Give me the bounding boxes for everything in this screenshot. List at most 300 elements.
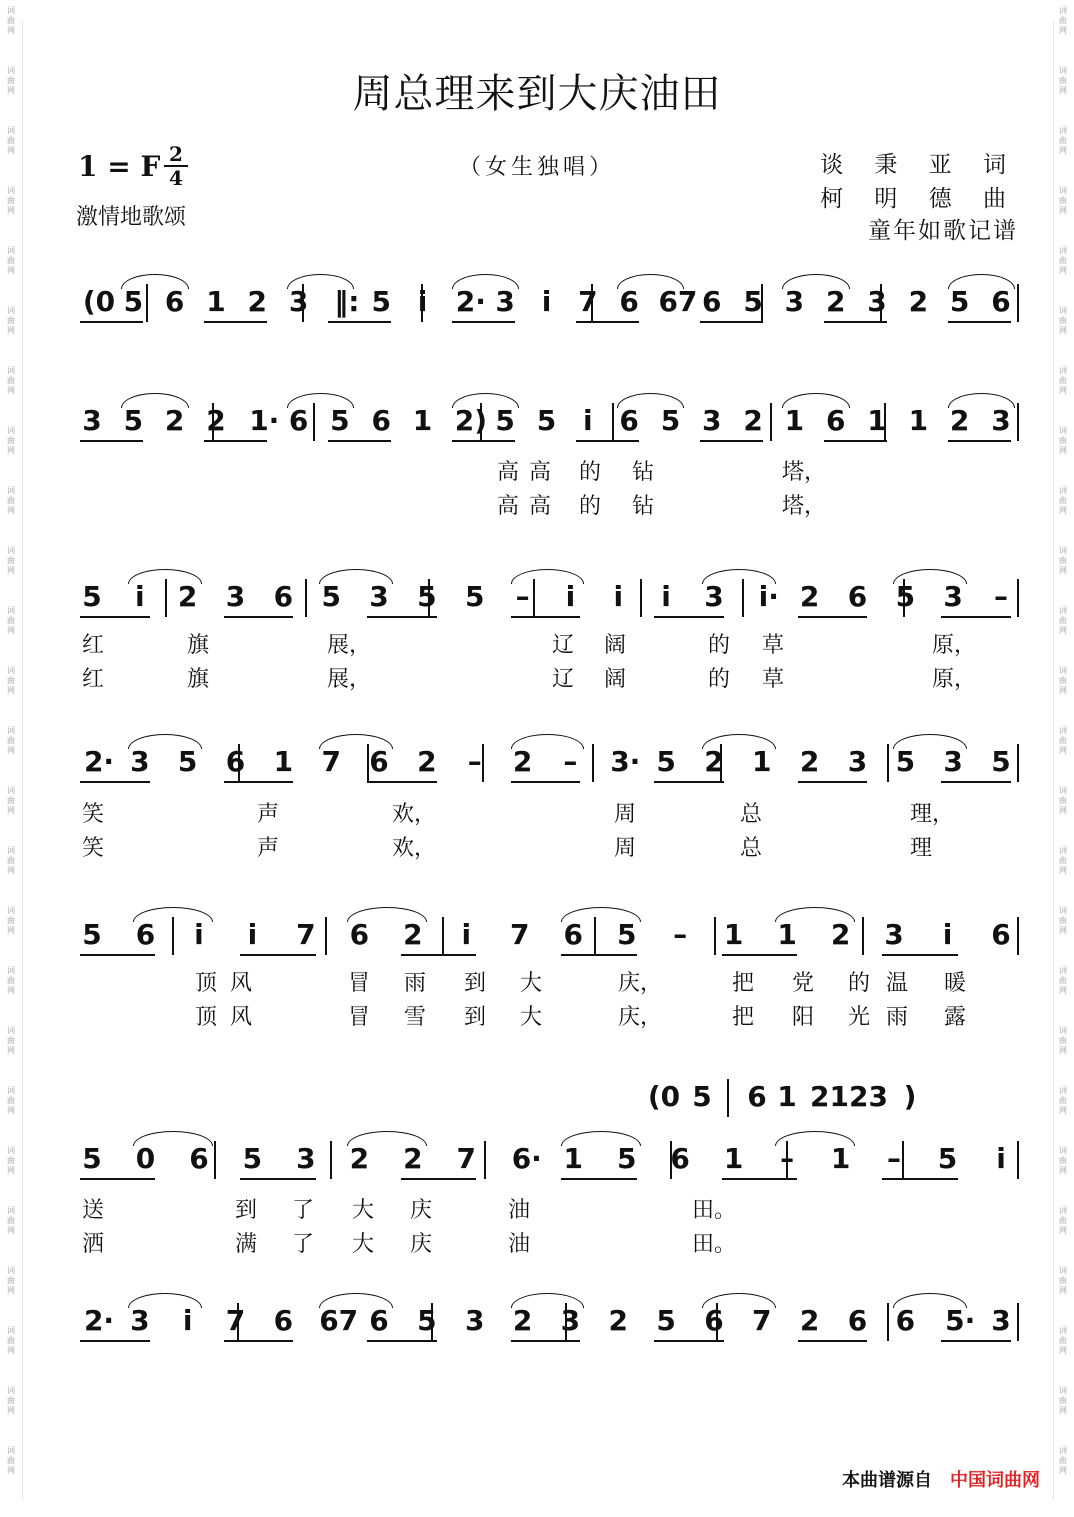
watermark-char: 词: [1059, 846, 1067, 855]
jianpu-note: 2: [164, 404, 185, 437]
beam-underline: [328, 321, 391, 323]
watermark-char: 词: [7, 606, 15, 615]
barline: [330, 1141, 332, 1179]
watermark-char: 曲: [1059, 376, 1067, 385]
watermark-char: 曲: [1059, 1096, 1067, 1105]
jianpu-note: 1: [723, 1142, 744, 1175]
jianpu-note: i: [182, 1304, 193, 1337]
watermark-char: 曲: [7, 556, 15, 565]
watermark-char: 网: [1059, 986, 1067, 995]
composer-credit: 柯 明 德 曲: [820, 186, 1018, 212]
jianpu-note: 2: [403, 918, 423, 951]
watermark-char: 词: [1059, 1446, 1067, 1455]
beam-underline: [561, 1178, 636, 1180]
lyric-verse-2: 理: [910, 836, 933, 861]
watermark-char: 网: [1059, 926, 1067, 935]
watermark-char: 曲: [7, 856, 15, 865]
jianpu-note: 1: [723, 918, 744, 951]
jianpu-note: 1: [908, 404, 929, 437]
jianpu-note: 7: [752, 1304, 772, 1337]
jianpu-note: 3: [943, 745, 963, 778]
jianpu-note: 2·: [455, 285, 486, 318]
barline: [727, 1079, 729, 1117]
beam-underline: [80, 954, 155, 956]
jianpu-note: 5: [660, 404, 681, 437]
watermark-char: 网: [7, 626, 15, 635]
jianpu-note: 5: [895, 745, 916, 778]
watermark-char: 词: [1059, 66, 1067, 75]
watermark-char: 词: [7, 426, 15, 435]
jianpu-note: i: [613, 580, 624, 613]
watermark-char: 曲: [1059, 316, 1067, 325]
lyric-verse-2: 辽: [552, 667, 575, 692]
watermark-char: 词: [7, 966, 15, 975]
jianpu-note: 7: [321, 745, 341, 778]
jianpu-note: 2: [608, 1304, 628, 1337]
watermark-char: 网: [1059, 566, 1067, 575]
lyric-verse-1: 田。: [692, 1198, 737, 1223]
watermark-char: 词: [7, 486, 15, 495]
watermark-char: 网: [1059, 806, 1067, 815]
lyric-verse-1: 大: [520, 971, 543, 996]
barline: [742, 579, 744, 617]
watermark-char: 词: [1059, 486, 1067, 495]
watermark-char: 网: [1059, 1226, 1067, 1235]
jianpu-note: 5: [991, 745, 1011, 778]
lyric-verse-1: 送: [82, 1198, 105, 1223]
watermark-char: 网: [1059, 506, 1067, 515]
jianpu-note: 5: [123, 404, 144, 437]
jianpu-note: 2: [403, 1142, 423, 1175]
beam-underline: [824, 321, 887, 323]
jianpu-note: 2): [454, 404, 487, 437]
watermark-char: 网: [1059, 746, 1067, 755]
transcriber-credit: 童年如歌记谱: [868, 218, 1018, 244]
watermark-char: 曲: [1059, 976, 1067, 985]
lyric-verse-2: 大: [520, 1005, 543, 1030]
watermark-char: 词: [1059, 726, 1067, 735]
jianpu-note: 1: [830, 1142, 851, 1175]
lyric-verse-2: 满: [235, 1232, 258, 1257]
barline: [146, 284, 148, 322]
jianpu-note: 1: [563, 1142, 583, 1175]
lyric-verse-2: 油: [508, 1232, 531, 1257]
jianpu-note: 1: [206, 285, 226, 318]
watermark-char: 曲: [7, 1396, 15, 1405]
watermark-char: 词: [1059, 126, 1067, 135]
watermark-char: 曲: [7, 76, 15, 85]
beam-underline: [224, 1340, 294, 1342]
watermark-char: 曲: [7, 1096, 15, 1105]
jianpu-note: 5: [937, 1142, 958, 1175]
interlude-note: (0: [647, 1080, 681, 1113]
lyric-verse-1: 笑: [82, 802, 105, 827]
beam-underline: [224, 781, 294, 783]
jianpu-note: 6: [135, 918, 156, 951]
jianpu-note: 5: [321, 580, 341, 613]
watermark-char: 网: [7, 206, 15, 215]
beam-underline: [511, 781, 581, 783]
lyric-verse-1: 暖: [944, 971, 967, 996]
tempo-marking: 激情地歌颂: [76, 205, 187, 230]
jianpu-note: 5: [417, 580, 437, 613]
lyric-verse-1: 阔: [604, 633, 627, 658]
watermark-char: 网: [7, 326, 15, 335]
barline: [770, 403, 772, 441]
jianpu-note: 3: [884, 918, 904, 951]
lyric-verse-1: 把: [732, 971, 755, 996]
performance-subtitle: （女生独唱）: [458, 155, 615, 180]
watermark-char: 曲: [1059, 196, 1067, 205]
beam-underline: [798, 781, 868, 783]
jianpu-note: 2·: [83, 745, 115, 778]
barline: [313, 403, 315, 441]
lyric-verse-1: 塔，: [782, 460, 827, 485]
barline: [1017, 579, 1019, 617]
watermark-char: 网: [1059, 626, 1067, 635]
lyric-verse-2: 旗: [187, 667, 210, 692]
jianpu-note: 2: [247, 285, 267, 318]
beam-underline: [824, 440, 887, 442]
beam-underline: [882, 1178, 957, 1180]
time-signature-bottom: 4: [169, 166, 183, 190]
jianpu-note: 5: [82, 918, 102, 951]
watermark-char: 网: [7, 866, 15, 875]
lyric-verse-2: 雪: [404, 1005, 427, 1030]
watermark-char: 网: [1059, 1346, 1067, 1355]
watermark-char: 词: [7, 1206, 15, 1215]
jianpu-note: 3·: [610, 745, 641, 778]
lyric-verse-1: 油: [508, 1198, 531, 1223]
beam-underline: [941, 616, 1011, 618]
watermark-char: 曲: [7, 1156, 15, 1165]
jianpu-note: i: [661, 580, 671, 613]
watermark-char: 词: [7, 1326, 15, 1335]
jianpu-note: 1: [867, 404, 887, 437]
jianpu-note: i: [135, 580, 145, 613]
watermark-char: 曲: [1059, 256, 1067, 265]
barline: [1017, 744, 1019, 782]
right-watermark-strip: [1052, 0, 1074, 1517]
watermark-char: 网: [7, 926, 15, 935]
interlude-note: 5: [692, 1080, 712, 1113]
watermark-char: 网: [1059, 866, 1067, 875]
watermark-char: 曲: [1059, 1036, 1067, 1045]
watermark-char: 曲: [7, 256, 15, 265]
jianpu-note: 3: [943, 580, 963, 613]
lyric-verse-1: 温: [886, 971, 909, 996]
beam-underline: [367, 781, 437, 783]
watermark-char: 词: [7, 366, 15, 375]
watermark-char: 词: [7, 906, 15, 915]
watermark-char: 词: [7, 1086, 15, 1095]
beam-underline: [654, 1340, 724, 1342]
jianpu-note: 2: [349, 1142, 370, 1175]
beam-underline: [654, 616, 724, 618]
watermark-char: 曲: [7, 136, 15, 145]
lyric-verse-1: 辽: [552, 633, 575, 658]
lyric-verse-2: 草: [762, 667, 785, 692]
watermark-char: 词: [7, 846, 15, 855]
jianpu-note: 6: [704, 1304, 724, 1337]
lyric-verse-1: 风: [230, 971, 253, 996]
jianpu-note: 6: [273, 1304, 294, 1337]
jianpu-note: 2: [512, 745, 533, 778]
lyric-verse-2: 欢，: [392, 836, 437, 861]
beam-underline: [722, 954, 797, 956]
jianpu-note: 6: [702, 285, 722, 318]
lyric-verse-2: 光: [848, 1005, 871, 1030]
watermark-char: 网: [7, 1406, 15, 1415]
jianpu-note: 1: [752, 745, 772, 778]
source-label: 本曲谱源自: [842, 1470, 932, 1491]
jianpu-note: 3: [225, 580, 246, 613]
watermark-char: 曲: [1059, 1276, 1067, 1285]
jianpu-note: 5: [743, 285, 763, 318]
watermark-char: 词: [7, 726, 15, 735]
watermark-char: 曲: [1059, 1216, 1067, 1225]
watermark-char: 曲: [7, 496, 15, 505]
beam-underline: [240, 954, 315, 956]
jianpu-note: 6: [825, 404, 846, 437]
barline: [1017, 1141, 1019, 1179]
watermark-char: 词: [1059, 606, 1067, 615]
interlude-note: 1: [777, 1080, 797, 1113]
jianpu-note: 2: [830, 918, 851, 951]
watermark-char: 网: [1059, 86, 1067, 95]
jianpu-note: 5: [895, 580, 916, 613]
song-title: 周总理来到大庆油田: [352, 71, 722, 117]
jianpu-note: 3: [495, 285, 515, 318]
jianpu-note: 3: [288, 285, 309, 318]
watermark-char: 网: [7, 806, 15, 815]
watermark-char: 词: [1059, 546, 1067, 555]
jianpu-note: 3: [847, 745, 868, 778]
lyric-verse-2: 总: [740, 836, 763, 861]
jianpu-note: 6: [371, 404, 391, 437]
jianpu-note: 2: [177, 580, 198, 613]
jianpu-note: 5: [616, 1142, 637, 1175]
lyric-verse-1: 展，: [327, 633, 372, 658]
beam-underline: [240, 1178, 315, 1180]
lyric-verse-2: 阳: [792, 1005, 815, 1030]
lyric-verse-2: 高: [529, 494, 552, 519]
time-signature-top: 2: [169, 142, 183, 166]
jianpu-note: ‖:: [334, 285, 360, 318]
jianpu-note: i: [583, 404, 593, 437]
watermark-char: 网: [1059, 686, 1067, 695]
watermark-char: 曲: [7, 436, 15, 445]
watermark-char: 网: [7, 1466, 15, 1475]
watermark-char: 网: [7, 26, 15, 35]
jianpu-note: 5: [949, 285, 970, 318]
watermark-char: 曲: [1059, 796, 1067, 805]
watermark-char: 网: [7, 566, 15, 575]
beam-underline: [80, 1340, 150, 1342]
lyric-verse-1: 的: [579, 460, 602, 485]
beam-underline: [80, 781, 150, 783]
jianpu-note: –: [673, 918, 688, 951]
barline: [214, 1141, 216, 1179]
beam-underline: [700, 440, 763, 442]
lyric-verse-1: 钻: [632, 460, 655, 485]
watermark-char: 词: [7, 1146, 15, 1155]
jianpu-note: 2: [799, 580, 820, 613]
source-footer: [842, 1466, 1040, 1492]
jianpu-note: 3: [82, 404, 102, 437]
lyric-verse-1: 到: [235, 1198, 258, 1223]
watermark-char: 网: [1059, 326, 1067, 335]
lyric-verse-1: 高: [497, 460, 520, 485]
beam-underline: [882, 954, 957, 956]
jianpu-note: i·: [758, 580, 779, 613]
jianpu-note: 6: [847, 580, 868, 613]
lyric-verse-2: 周: [614, 836, 637, 861]
beam-underline: [561, 954, 636, 956]
watermark-char: 网: [1059, 1106, 1067, 1115]
lyric-verse-2: 庆: [410, 1232, 433, 1257]
beam-underline: [80, 616, 150, 618]
lyric-verse-2: 了: [292, 1232, 315, 1257]
watermark-char: 词: [1059, 1386, 1067, 1395]
lyric-verse-2: 高: [497, 494, 520, 519]
jianpu-note: (0: [82, 285, 116, 318]
watermark-char: 曲: [1059, 556, 1067, 565]
jianpu-note: 2: [206, 404, 226, 437]
barline: [442, 917, 444, 955]
lyric-verse-2: 钻: [632, 494, 655, 519]
jianpu-note: 5: [536, 404, 557, 437]
watermark-char: 曲: [7, 16, 15, 25]
watermark-char: 词: [7, 186, 15, 195]
beam-underline: [452, 440, 515, 442]
watermark-char: 曲: [1059, 856, 1067, 865]
barline: [612, 403, 614, 441]
lyric-verse-1: 雨: [404, 971, 427, 996]
jianpu-note: –: [515, 580, 530, 613]
lyric-verse-2: 笑: [82, 836, 105, 861]
jianpu-note: 1: [777, 918, 797, 951]
watermark-char: 曲: [7, 616, 15, 625]
beam-underline: [576, 440, 639, 442]
watermark-char: 网: [7, 1346, 15, 1355]
lyric-verse-1: 冒: [348, 971, 371, 996]
barline: [1017, 1303, 1019, 1341]
watermark-char: 曲: [1059, 736, 1067, 745]
lyric-verse-2: 顶: [195, 1005, 218, 1030]
jianpu-note: 6: [895, 1304, 916, 1337]
jianpu-note: 3: [130, 745, 150, 778]
watermark-char: 曲: [7, 1276, 15, 1285]
jianpu-note: 7: [578, 285, 598, 318]
watermark-char: 曲: [7, 196, 15, 205]
jianpu-note: 1: [273, 745, 294, 778]
watermark-char: 网: [7, 266, 15, 275]
beam-underline: [948, 440, 1011, 442]
watermark-char: 网: [1059, 1286, 1067, 1295]
beam-underline: [401, 954, 476, 956]
jianpu-note: i: [565, 580, 576, 613]
beam-underline: [941, 1340, 1011, 1342]
jianpu-note: 2: [949, 404, 970, 437]
jianpu-note: 3: [867, 285, 887, 318]
jianpu-note: 3: [991, 404, 1011, 437]
lyric-verse-2: 的: [708, 667, 731, 692]
lyric-verse-2: 雨: [886, 1005, 909, 1030]
jianpu-note: 3: [369, 580, 389, 613]
watermark-char: 曲: [7, 316, 15, 325]
beam-underline: [576, 321, 639, 323]
watermark-char: 词: [1059, 426, 1067, 435]
lyric-verse-1: 理，: [910, 802, 955, 827]
watermark-char: 曲: [1059, 1396, 1067, 1405]
jianpu-note: 6: [847, 1304, 868, 1337]
jianpu-note: 1: [412, 404, 433, 437]
beam-underline: [511, 616, 581, 618]
jianpu-note: 5: [123, 285, 144, 318]
barline: [1017, 403, 1019, 441]
jianpu-note: 5: [242, 1142, 263, 1175]
watermark-char: 曲: [7, 676, 15, 685]
jianpu-note: –: [467, 745, 482, 778]
jianpu-note: 2·: [83, 1304, 115, 1337]
lyric-verse-1: 周: [614, 802, 637, 827]
jianpu-note: i: [942, 918, 953, 951]
beam-underline: [204, 440, 267, 442]
watermark-char: 网: [7, 386, 15, 395]
jianpu-note: 5: [371, 285, 391, 318]
watermark-char: 词: [7, 666, 15, 675]
jianpu-note: 7: [296, 918, 316, 951]
watermark-char: 词: [7, 1266, 15, 1275]
watermark-char: 词: [7, 1446, 15, 1455]
lyric-verse-2: 塔，: [782, 494, 827, 519]
watermark-char: 曲: [7, 916, 15, 925]
jianpu-note: 3: [296, 1142, 316, 1175]
watermark-char: 词: [1059, 1206, 1067, 1215]
jianpu-note: –: [780, 1142, 795, 1175]
jianpu-note: 6: [991, 918, 1011, 951]
barline: [594, 917, 596, 955]
beam-underline: [328, 440, 391, 442]
jianpu-note: 6: [273, 580, 294, 613]
watermark-char: 曲: [7, 1036, 15, 1045]
jianpu-note: 5: [656, 745, 676, 778]
barline: [165, 579, 167, 617]
jianpu-note: 3: [784, 285, 805, 318]
jianpu-note: 6: [619, 285, 639, 318]
left-watermark-strip: [0, 0, 22, 1517]
jianpu-note: 6: [991, 285, 1011, 318]
lyric-verse-1: 高: [529, 460, 552, 485]
watermark-char: 词: [1059, 1086, 1067, 1095]
lyric-verse-2: 田。: [692, 1232, 737, 1257]
jianpu-note: 67: [658, 285, 698, 318]
watermark-char: 网: [7, 746, 15, 755]
watermark-char: 词: [7, 786, 15, 795]
beam-underline: [224, 616, 294, 618]
jianpu-note: 6: [619, 404, 639, 437]
jianpu-note: 6: [349, 918, 370, 951]
beam-underline: [80, 321, 143, 323]
jianpu-note: 6: [225, 745, 246, 778]
jianpu-note: 5: [330, 404, 350, 437]
lyric-verse-1: 的: [708, 633, 731, 658]
lyric-verse-1: 了: [292, 1198, 315, 1223]
jianpu-note: i: [541, 285, 552, 318]
lyric-verse-1: 原，: [932, 633, 977, 658]
jianpu-note: i: [996, 1142, 1006, 1175]
